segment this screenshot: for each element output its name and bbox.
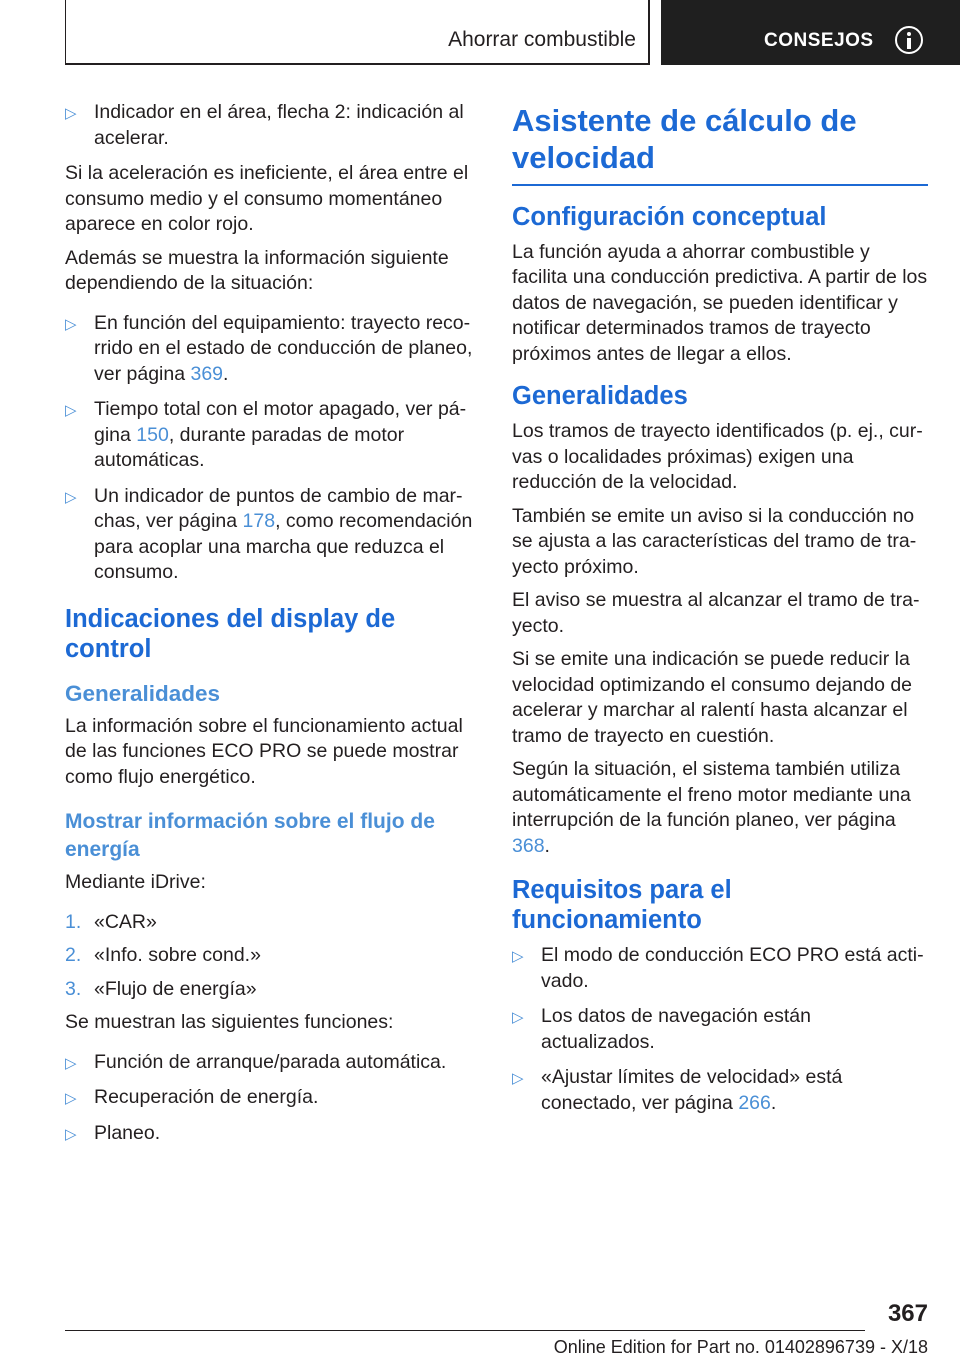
bullet-triangle-icon: ▷ bbox=[65, 488, 77, 506]
step-item: 2. «Info. sobre cond.» bbox=[65, 944, 261, 966]
list-item: ▷ Los datos de navegación están actualizados. bbox=[512, 1005, 811, 1053]
page-link[interactable]: 369 bbox=[190, 362, 224, 385]
paragraph: La información sobre el funcionamiento actual de las funciones ECO PRO se puede mostrar como flujo energético. bbox=[65, 714, 463, 788]
list-item: ▷ En función del equipamiento: trayecto recorrido en el estado de conducción de planeo, ver página 369. bbox=[65, 311, 473, 385]
heading-flujo: Mostrar información sobre el flujo de energía bbox=[65, 810, 435, 861]
steps-list bbox=[65, 910, 481, 1003]
heading-generalidades: Generalidades bbox=[512, 382, 688, 410]
paragraph: Los tramos de trayecto identificados (p. ej., curvas o localidades próximas) exigen una reducción de la velocidad. bbox=[512, 420, 923, 493]
paragraph: Si la aceleración es ineficiente, el área entre el consumo medio y el consumo momentáneo aparece en color rojo. bbox=[65, 162, 469, 235]
paragraph: Se muestran las siguientes funciones: bbox=[65, 1011, 394, 1033]
list-item: ▷ Tiempo total con el motor apagado, ver página 150, durante paradas de motor automáticas. bbox=[65, 398, 467, 471]
funcs-list bbox=[65, 1050, 481, 1147]
heading-config: Configuración conceptual bbox=[512, 202, 827, 231]
list-item: ▷ Función de arranque/parada automática. bbox=[65, 1050, 481, 1076]
header-divider bbox=[648, 0, 650, 65]
page-link[interactable]: 368 bbox=[512, 834, 545, 857]
list-item: ▷ Planeo. bbox=[65, 1121, 481, 1147]
header-bottom-rule bbox=[65, 63, 648, 65]
list-item: ▷ «Ajustar límites de velocidad» está conectado, ver página 266. bbox=[512, 1066, 843, 1114]
step-item: 1. «CAR» bbox=[65, 910, 157, 933]
page-link[interactable]: 178 bbox=[242, 510, 276, 532]
heading-generalidades: Generalidades bbox=[65, 680, 221, 706]
paragraph: Si se emite una indicación se puede reducir la velocidad optimizando el consumo dejando de acelerar y marchar al ralentí hasta alcanzar el tramo de trayecto en cuestión. bbox=[512, 648, 913, 747]
paragraph: Según la situación, el sistema también utiliza automáticamente el freno motor mediante una interrupción de la función planeo, ver página 368. bbox=[512, 758, 911, 857]
bullet-triangle-icon: ▷ bbox=[65, 1125, 77, 1143]
info-icon bbox=[895, 26, 923, 54]
title-rule bbox=[512, 184, 928, 186]
requirements-list bbox=[512, 943, 928, 1116]
intro-list bbox=[65, 100, 481, 151]
right-column bbox=[512, 100, 928, 1126]
chapter-tab[interactable] bbox=[661, 0, 960, 65]
list-item: ▷ El modo de conducción ECO PRO está activado. bbox=[512, 944, 924, 992]
bullet-triangle-icon: ▷ bbox=[65, 1090, 77, 1107]
bullet-triangle-icon: ▷ bbox=[512, 1009, 524, 1026]
bullet-triangle-icon: ▷ bbox=[65, 105, 77, 122]
paragraph: Mediante iDrive: bbox=[65, 871, 206, 893]
paragraph: La función ayuda a ahorrar combustible y facilita una conducción predictiva. A partir de los datos de navegación, se pueden identificar y notificar determinados tramos de trayecto próximos antes de llegar a ellos. bbox=[512, 240, 928, 365]
list-item: ▷ Recuperación de energía. bbox=[65, 1085, 481, 1111]
header-left-rule bbox=[65, 0, 66, 64]
bullet-triangle-icon: ▷ bbox=[512, 1070, 524, 1087]
bullet-triangle-icon: ▷ bbox=[65, 402, 77, 419]
bullet-triangle-icon: ▷ bbox=[65, 315, 77, 333]
page-link[interactable]: 150 bbox=[136, 423, 169, 446]
paragraph: Además se muestra la información siguiente dependiendo de la situación: bbox=[65, 246, 449, 294]
list-item: ▷ Indicador en el área, flecha 2: indicación al acelerar. bbox=[65, 101, 464, 149]
heading-requisitos: Requisitos para el funcionamiento bbox=[512, 876, 732, 934]
heading-display: Indicaciones del display de control bbox=[65, 604, 396, 663]
step-item: 3. «Flujo de energía» bbox=[65, 977, 257, 1000]
section-title: Ahorrar combustible bbox=[448, 28, 636, 51]
paragraph: El aviso se muestra al alcanzar el tramo de trayecto. bbox=[512, 589, 920, 637]
page-title: Asistente de cálculo de velocidad bbox=[512, 103, 857, 175]
footer-edition: Online Edition for Part no. 01402896739 - X/18 bbox=[553, 1337, 928, 1357]
footer-rule bbox=[65, 1330, 865, 1331]
page-link[interactable]: 266 bbox=[738, 1091, 771, 1114]
bullet-triangle-icon: ▷ bbox=[65, 1054, 77, 1072]
paragraph: También se emite un aviso si la conducción no se ajusta a las características del tramo de trayecto próximo. bbox=[512, 504, 917, 578]
left-column bbox=[65, 100, 481, 1156]
chapter-tab-label: CONSEJOS bbox=[764, 30, 874, 51]
list-item: ▷ Un indicador de puntos de cambio de marchas, ver página 178, como recomendación para acoplar una marcha que reduzca el consumo. bbox=[65, 484, 473, 583]
info-list bbox=[65, 311, 481, 586]
page-number: 367 bbox=[887, 1300, 928, 1327]
bullet-triangle-icon: ▷ bbox=[512, 948, 524, 965]
